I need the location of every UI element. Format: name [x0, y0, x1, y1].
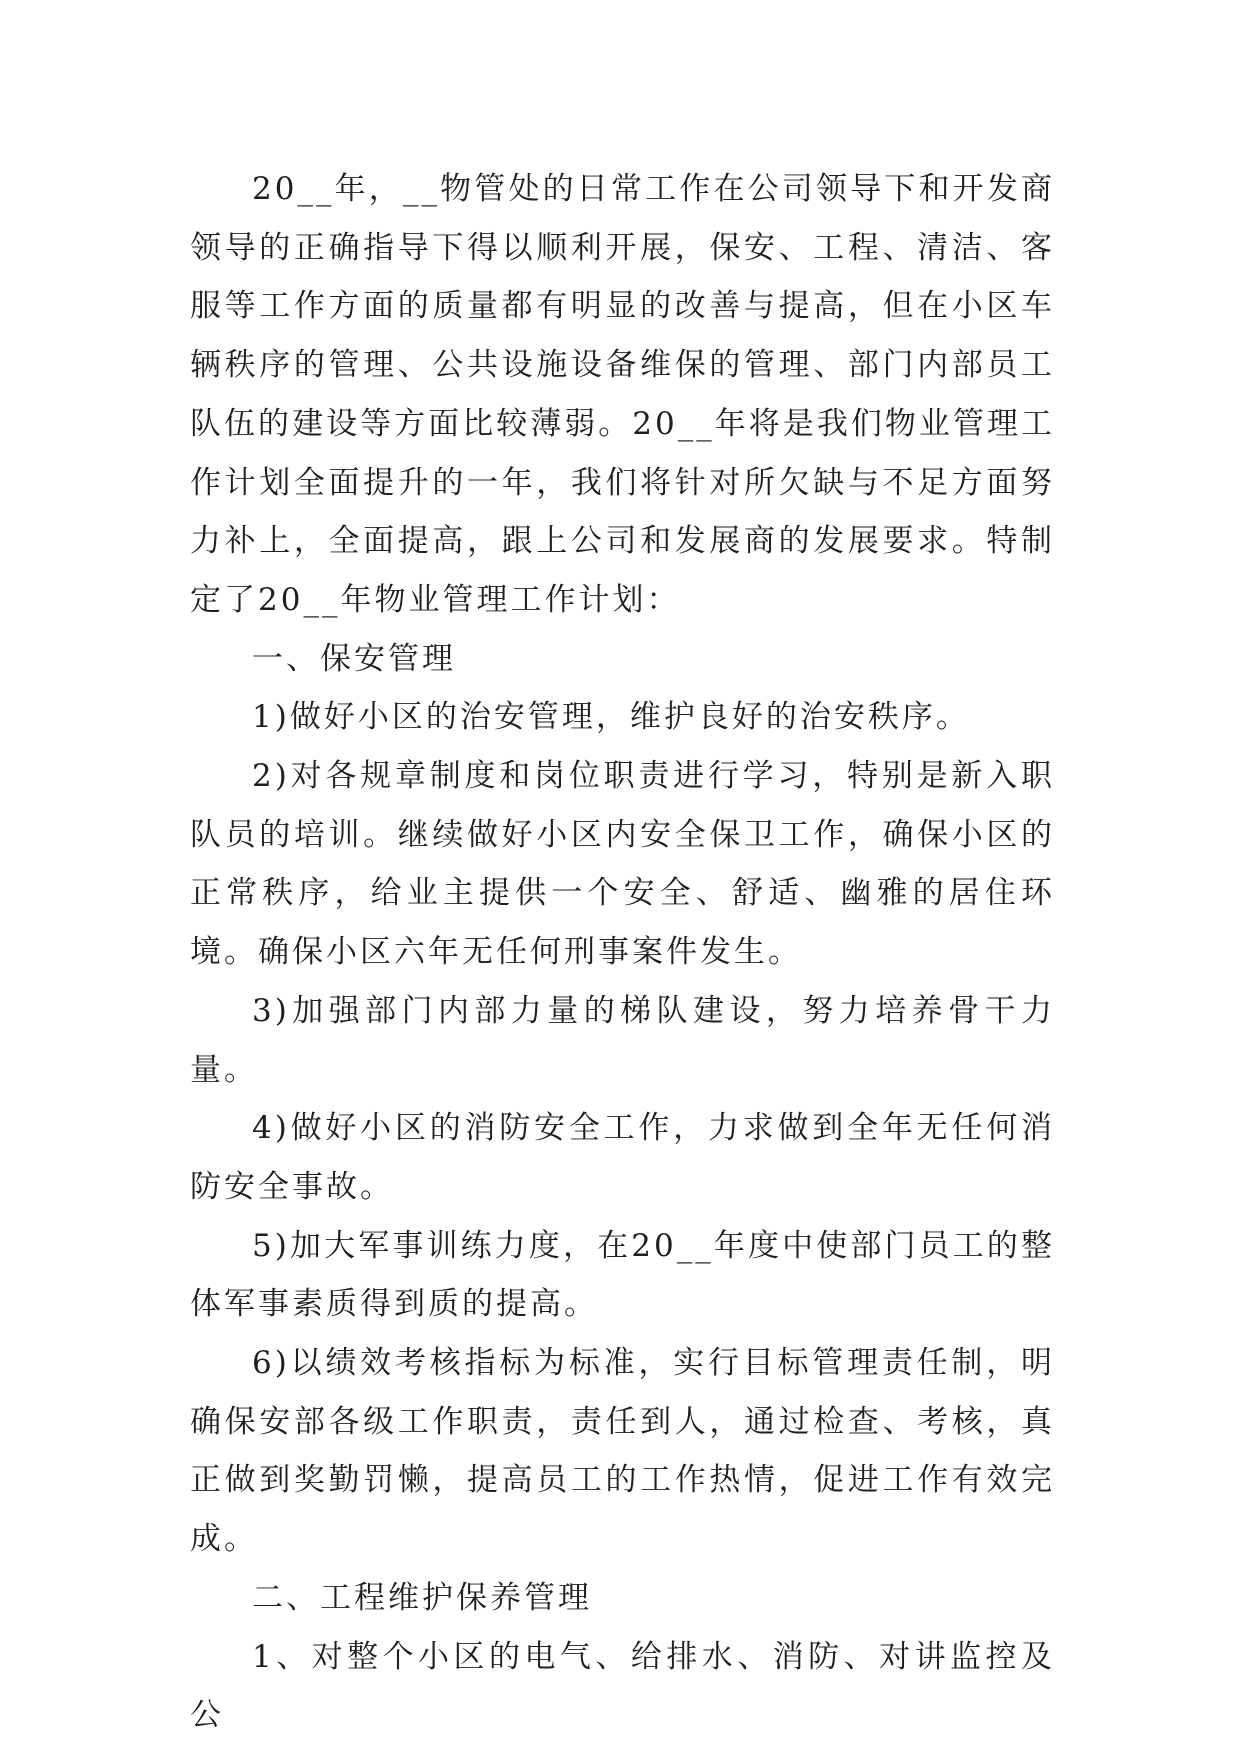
list-item: 2)对各规章制度和岗位职责进行学习，特别是新入职队员的培训。继续做好小区内安全保卫工作，确保小区的正常秩序，给业主提供一个安全、舒适、幽雅的居住环境。确保小区六年无任何刑事案件发生。: [190, 758, 1055, 971]
list-item: 1、对整个小区的电气、给排水、消防、对讲监控及公: [190, 1638, 1055, 1734]
list-item: 3)加强部门内部力量的梯队建设，努力培养骨干力量。: [190, 992, 1055, 1088]
intro-paragraph: 20__年，__物管处的日常工作在公司领导下和开发商领导的正确指导下得以顺利开展，保安、工程、清洁、客服等工作方面的质量都有明显的改善与提高，但在小区车辆秩序的管理、公共设施设备维保的管理、部门内部员工队伍的建设等方面比较薄弱。20__年将是我们物业管理工作计划全面提升的一年，我们将针对所欠缺与不足方面努力补上，全面提高，跟上公司和发展商的发展要求。特制定了20__年物业管理工作计划：: [190, 171, 1055, 618]
list-item: 5)加大军事训练力度，在20__年度中使部门员工的整体军事素质得到质的提高。: [190, 1227, 1055, 1323]
list-item: 1)做好小区的治安管理，维护良好的治安秩序。: [252, 699, 970, 736]
section-heading-maintenance: 二、工程维护保养管理: [252, 1579, 592, 1616]
list-item: 6)以绩效考核指标为标准，实行目标管理责任制，明确保安部各级工作职责，责任到人，通过检查、考核，真正做到奖勤罚懒，提高员工的工作热情，促进工作有效完成。: [190, 1345, 1055, 1558]
document-body: [190, 160, 1055, 1745]
list-item: 4)做好小区的消防安全工作，力求做到全年无任何消防安全事故。: [190, 1110, 1055, 1205]
section-heading-security: 一、保安管理: [252, 640, 456, 677]
